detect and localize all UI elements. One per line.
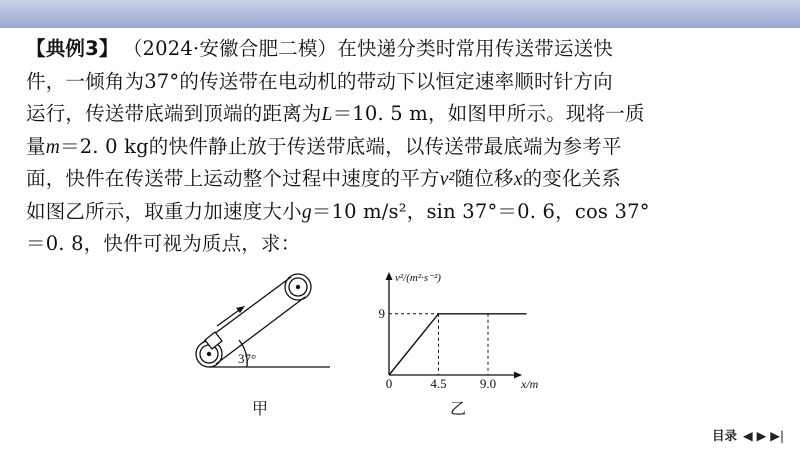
tick-x-9.0: 9.0 <box>479 376 497 391</box>
problem-text <box>26 33 781 261</box>
figure-b-caption: 乙 <box>450 399 467 418</box>
problem-line-4b: ＝2. 0 kg的快件静止放于传送带底端，以传送带最底端为参考平 <box>60 134 622 158</box>
tick-x-4.5: 4.5 <box>430 376 447 391</box>
series-line <box>389 314 527 375</box>
problem-line-5b: 随位移 <box>454 167 514 190</box>
var-v-squared: v² <box>439 169 455 190</box>
problem-line-1 <box>26 33 781 66</box>
tick-y-9: 9 <box>378 305 385 321</box>
next-slide-icon[interactable]: ▶ <box>756 427 767 443</box>
y-axis-arrow <box>386 272 393 280</box>
problem-line-6 <box>26 196 781 229</box>
var-x: x <box>513 169 523 190</box>
v2-x-graph <box>375 265 555 395</box>
problem-line-6b: ＝10 m/s²，sin 37°＝0. 6，cos 37° <box>311 199 650 223</box>
example-tag: 【典例3】 <box>26 37 119 60</box>
problem-line-2: 件，一倾角为37°的传送带在电动机的带动下以恒定速率顺时针方向 <box>26 69 613 93</box>
figure-a-caption: 甲 <box>252 399 269 418</box>
problem-line-3a: 运行，传送带底端到顶端的距离为 <box>26 102 322 125</box>
var-g: g <box>301 201 312 223</box>
conveyor-belt-diagram <box>185 268 330 388</box>
tick-origin: 0 <box>385 376 393 391</box>
angle-label: 37° <box>238 351 257 366</box>
problem-line-5 <box>26 163 781 196</box>
problem-line-3 <box>26 98 781 131</box>
y-axis-label: v²/(m²·s⁻²) <box>395 272 441 284</box>
problem-line-1-text: 在快递分类时常用传送带运送快 <box>337 37 614 60</box>
belt-bottom-edge <box>216 297 305 364</box>
prev-slide-icon[interactable]: ◀ <box>743 427 753 443</box>
bottom-pulley-axle <box>207 352 211 356</box>
problem-line-5a: 面，快件在传送带上运动整个过程中速度的平方 <box>26 167 440 190</box>
var-m: m <box>45 136 60 158</box>
problem-line-4 <box>26 131 781 164</box>
x-axis-label: x/m <box>521 377 539 391</box>
problem-source: （2024·安徽合肥二模） <box>132 37 338 60</box>
problem-line-4a: 量 <box>26 134 46 158</box>
slide-navigation <box>712 425 784 445</box>
problem-line-5c: 的变化关系 <box>522 167 622 190</box>
toc-link[interactable]: 目录 <box>712 428 738 443</box>
header-bar <box>0 0 800 28</box>
problem-line-7: ＝0. 8，快件可视为质点，求： <box>26 232 301 255</box>
problem-line-6a: 如图乙所示，取重力加速度大小 <box>26 199 302 223</box>
last-slide-icon[interactable]: ▶| <box>770 427 785 443</box>
problem-line-3b: ＝10. 5 m，如图甲所示。现将一质 <box>332 102 645 125</box>
var-L: L <box>321 104 333 125</box>
top-pulley-axle <box>296 285 300 289</box>
